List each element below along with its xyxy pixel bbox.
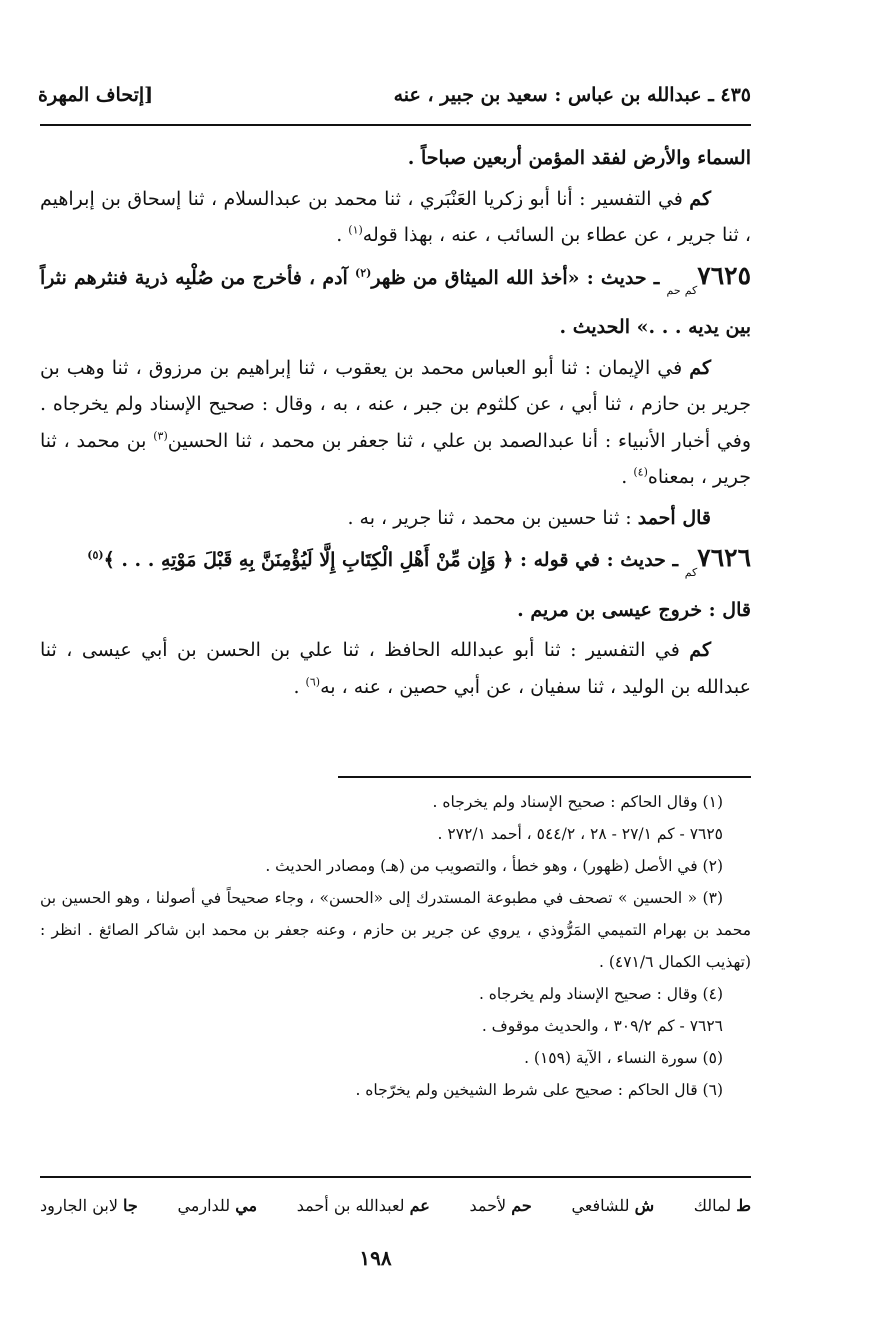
source-text: في الإيمان : ثنا أبو العباس محمد بن يعقوب ، ثنا إبراهيم بن مرزوق ، ثنا وهب بن جرير بن حازم ، ثنا أبي ، عن كلثوم بن جبر ، عنه ، به ، وقال : صحيح الإسناد ولم يخرجاه . وفي أخبار الأنبياء : أنا عبدالصمد بن علي ، ثنا جعفر بن محمد ، ثنا الحسين	[40, 356, 751, 452]
running-head	[38, 84, 751, 118]
abbreviation-code: حم	[511, 1195, 532, 1215]
hadith-number: ٧٦٢٥	[697, 260, 751, 290]
hadith-7626	[40, 540, 751, 628]
source-code: كم	[689, 356, 711, 379]
hadith-number: ٧٦٢٦	[697, 543, 751, 572]
abbreviations-rule	[40, 1176, 751, 1178]
source-paragraph	[40, 181, 751, 254]
source-paragraph	[40, 632, 751, 705]
abbreviation-label: للدارمي	[177, 1195, 236, 1215]
main-text	[40, 140, 751, 709]
source-text: في التفسير : أنا أبو زكريا العَنْبَري ، ثنا محمد بن عبدالسلام ، ثنا إسحاق بن إبراهيم ، ثنا جرير ، عن عطاء بن السائب ، عنه ، بهذا قوله	[40, 187, 751, 246]
footnotes	[40, 786, 751, 1106]
abbreviation-item	[40, 1196, 138, 1215]
header-rule	[40, 124, 751, 126]
hadith-text-cont: آدم ، فأخرج من صُلْبِه ذرية فنثرهم نثراً بين يديه . . .» الحديث .	[40, 266, 751, 338]
abbreviation-item	[297, 1196, 430, 1215]
abbreviation-code: ط	[736, 1195, 751, 1215]
punct: .	[336, 224, 349, 246]
hadith-source-codes: كم	[684, 566, 698, 579]
source-code: كم	[689, 187, 711, 210]
footnote: (٤) وقال : صحيح الإسناد ولم يخرجاه .	[478, 985, 723, 1003]
header-chapter-title: ٤٣٥ ـ عبدالله بن عباس : سعيد بن جبير ، عنه	[393, 84, 751, 106]
abbreviation-label: لعبدالله بن أحمد	[296, 1195, 410, 1215]
ahmad-paragraph	[40, 500, 751, 537]
footnote-ref: (٥)	[87, 548, 104, 562]
footnote-ref: (٦)	[305, 675, 321, 689]
footnote: (٣) « الحسين » تصحف في مطبوعة المستدرك إلى «الحسن» ، وجاء صحيحاً في أصولنا ، وهو الحسين بن محمد بن بهرام التميمي المَرُّوذي ، يروي عن جرير بن حازم ، وعنه جعفر بن محمد ابن شاكر الصائغ . انظر : (تهذيب الكمال ٤٧١/٦) .	[40, 889, 751, 971]
footnote-ref: (٤)	[633, 465, 648, 479]
text-line: السماء والأرض لفقد المؤمن أربعين صباحاً .	[407, 147, 751, 169]
page-number: ١٩٨	[359, 1246, 392, 1270]
quran-verse: ﴿ وَإِن مِّنْ أَهْلِ الْكِتَابِ إِلَّا لَيُؤْمِنَنَّ بِهِ قَبْلَ مَوْتِهِ . . . ﴾	[103, 549, 514, 571]
source-text-cont: بن محمد ، ثنا جرير ، بمعناه	[40, 429, 751, 488]
footnote-ref: (٢)	[355, 266, 372, 280]
source-paragraph	[40, 350, 751, 496]
hadith-text-cont: قال : خروج عيسى بن مريم .	[517, 598, 751, 621]
footnote-rule	[338, 776, 751, 778]
footnote: ٧٦٢٦ - كم ٣٠٩/٢ ، والحديث موقوف .	[481, 1017, 723, 1035]
abbreviation-item	[470, 1196, 532, 1215]
abbreviation-label: للشافعي	[571, 1195, 635, 1215]
footnote: ٧٦٢٥ - كم ٢٧/١ - ٢٨ ، ٥٤٤/٢ ، أحمد ٢٧٢/١ .	[437, 825, 723, 843]
hadith-label: ـ حديث :	[579, 266, 667, 289]
source-text: في التفسير : ثنا أبو عبدالله الحافظ ، ثنا علي بن الحسن بن أبي عيسى ، ثنا عبدالله بن الوليد ، ثنا سفيان ، عن أبي حصين ، عنه ، به	[40, 639, 751, 698]
hadith-7625	[40, 258, 751, 346]
abbreviation-item	[694, 1196, 751, 1215]
hadith-source-codes: كم حم	[666, 283, 698, 297]
abbreviations-key	[40, 1188, 751, 1222]
footnote-ref: (٣)	[153, 429, 168, 443]
abbreviation-code: مي	[235, 1195, 258, 1215]
punct: .	[621, 466, 634, 488]
narrator-label: قال أحمد	[637, 506, 711, 529]
punct: .	[293, 675, 306, 698]
abbreviation-code: عم	[409, 1195, 430, 1215]
footnote: (٥) سورة النساء ، الآية (١٥٩) .	[524, 1049, 723, 1067]
abbreviation-item	[177, 1196, 257, 1215]
hadith-label: ـ حديث : في قوله :	[513, 549, 685, 571]
abbreviation-code: جا	[123, 1195, 138, 1215]
narration-text: : ثنا حسين بن محمد ، ثنا جرير ، به .	[347, 506, 638, 529]
source-code: كم	[689, 639, 711, 661]
abbreviation-label: لابن الجارود	[40, 1195, 124, 1215]
header-book-title: [إتحاف المهرة	[38, 84, 154, 106]
abbreviation-item	[571, 1196, 654, 1215]
hadith-text: «أخذ الله الميثاق من ظهر	[371, 266, 580, 289]
footnote: (٢) في الأصل (ظهور) ، وهو خطأ ، والتصويب من (هـ) ومصادر الحديث .	[265, 857, 723, 875]
footnote-ref: (١)	[348, 223, 363, 237]
footnote: (٦) قال الحاكم : صحيح على شرط الشيخين ولم يخرّجاه .	[355, 1081, 723, 1099]
footnote: (١) وقال الحاكم : صحيح الإسناد ولم يخرجاه .	[432, 793, 723, 811]
abbreviation-label: لأحمد	[469, 1195, 512, 1215]
abbreviation-label: لمالك	[693, 1195, 737, 1215]
abbreviation-code: ش	[634, 1195, 655, 1215]
